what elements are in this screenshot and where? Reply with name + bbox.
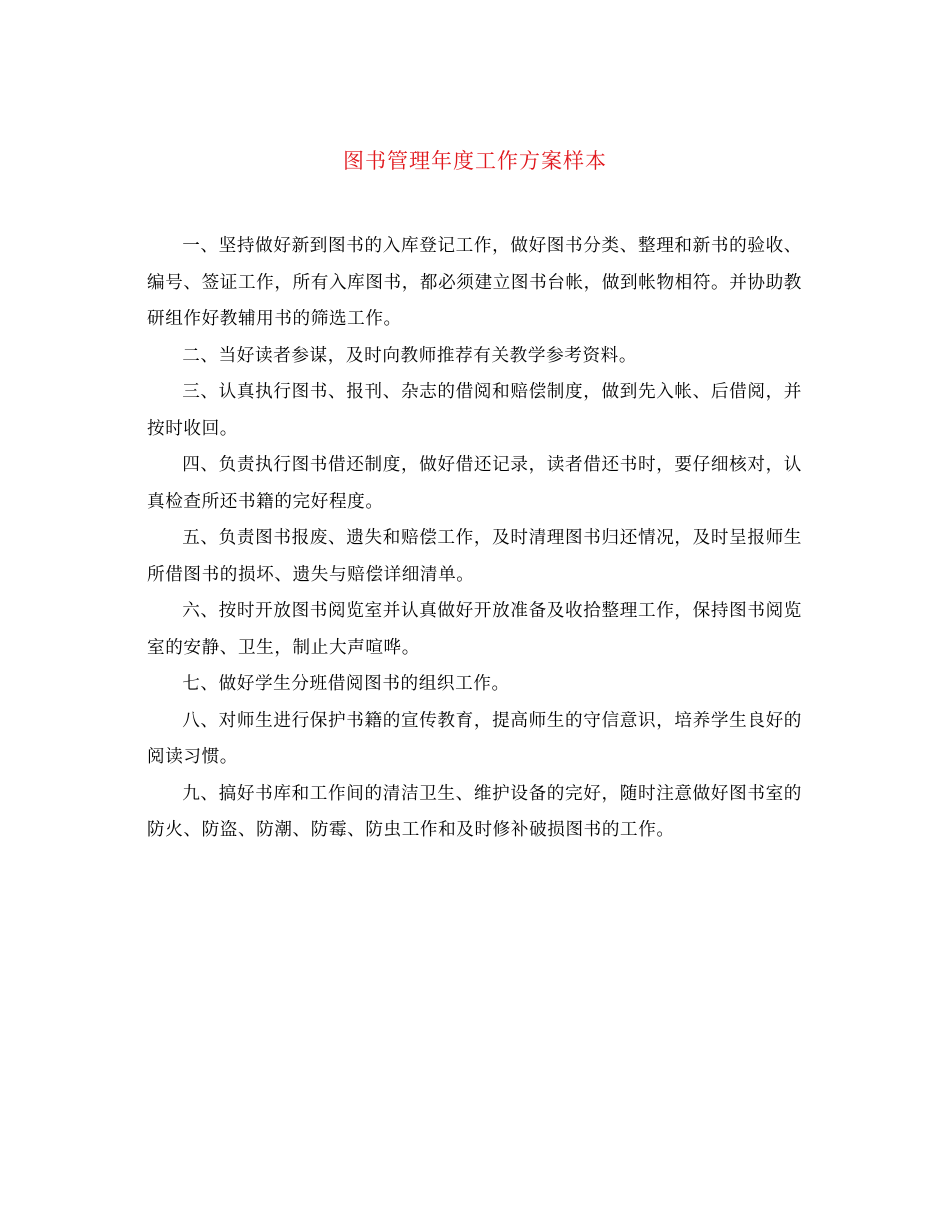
- paragraph-4: 四、负责执行图书借还制度，做好借还记录，读者借还书时，要仔细核对，认真检查所还书籍的完好程度。: [147, 455, 802, 512]
- paragraph-6: 六、按时开放图书阅览室并认真做好开放准备及收拾整理工作，保持图书阅览室的安静、卫生，制止大声喧哗。: [147, 601, 802, 658]
- document-title: 图书管理年度工作方案样本: [343, 149, 607, 173]
- paragraph-1: 一、坚持做好新到图书的入库登记工作，做好图书分类、整理和新书的验收、编号、签证工作，所有入库图书，都必须建立图书台帐，做到帐物相符。并协助教研组作好教辅用书的筛选工作。: [147, 236, 802, 329]
- paragraph-7: 七、做好学生分班借阅图书的组织工作。: [182, 674, 510, 694]
- paragraph-3: 三、认真执行图书、报刊、杂志的借阅和赔偿制度，做到先入帐、后借阅，并按时收回。: [147, 382, 802, 439]
- paragraph-2: 二、当好读者参谋，及时向教师推荐有关教学参考资料。: [182, 345, 638, 366]
- document-body: [147, 228, 802, 849]
- paragraph-9: 九、搞好书库和工作间的清洁卫生、维护设备的完好，随时注意做好图书室的防火、防盗、防潮、防霉、防虫工作和及时修补破损图书的工作。: [147, 783, 802, 840]
- paragraph-5: 五、负责图书报废、遗失和赔偿工作，及时清理图书归还情况，及时呈报师生所借图书的损坏、遗失与赔偿详细清单。: [147, 528, 802, 585]
- paragraph-8: 八、对师生进行保护书籍的宣传教育，提高师生的守信意识，培养学生良好的阅读习惯。: [147, 710, 802, 767]
